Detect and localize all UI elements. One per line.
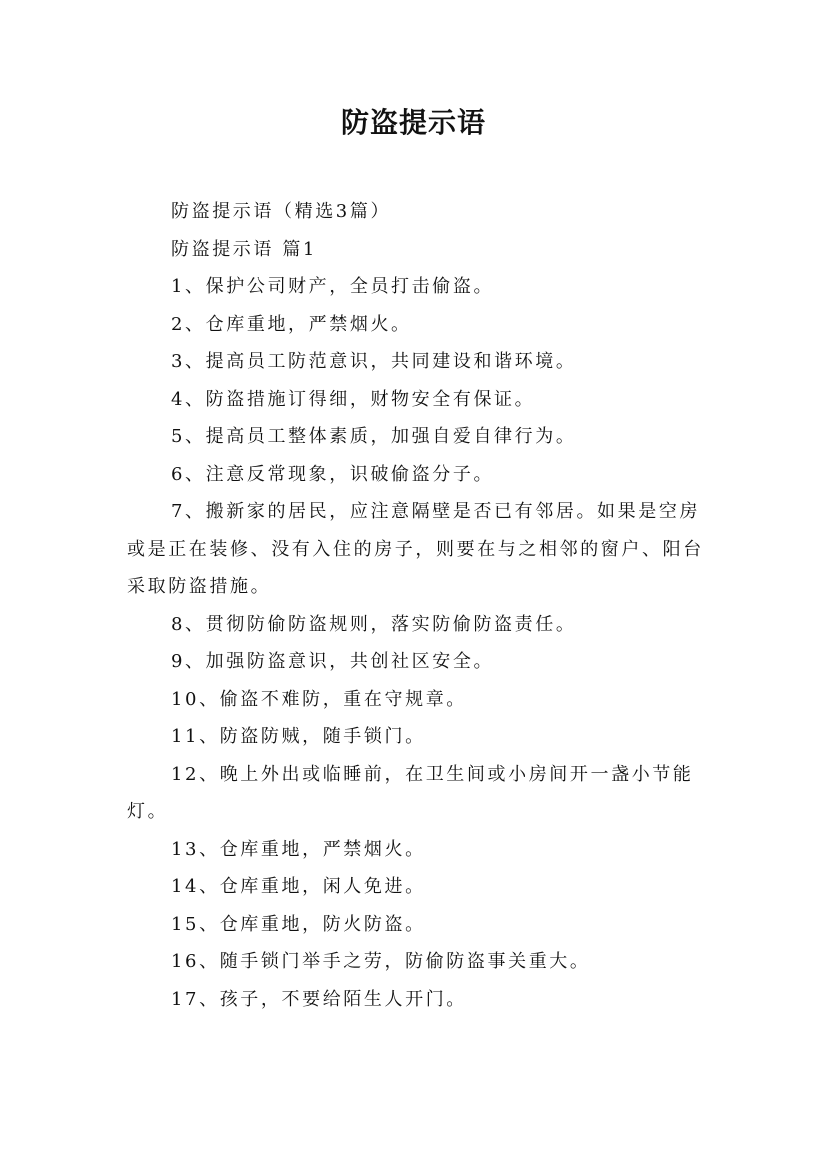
list-item: 6、注意反常现象，识破偷盗分子。 [171,463,495,485]
subtitle-paragraph: 防盗提示语（精选3篇） [171,201,392,222]
list-item: 10、偷盗不难防，重在守规章。 [171,688,467,710]
document-title: 防盗提示语 [340,106,486,139]
list-item: 3、提高员工防范意识，共同建设和谐环境。 [171,351,577,372]
list-item: 8、贯彻防偷防盗规则，落实防偷防盗责任。 [171,613,577,635]
list-item: 9、加强防盗意识，共创社区安全。 [171,651,495,672]
list-item: 11、防盗防贼，随手锁门。 [171,726,426,747]
list-item: 12、晚上外出或临睡前，在卫生间或小房间开一盏小节能灯。 [127,763,694,822]
list-item: 4、防盗措施订得细，财物安全有保证。 [171,388,536,410]
list-item: 5、提高员工整体素质，加强自爱自律行为。 [171,426,577,447]
list-item: 2、仓库重地，严禁烟火。 [171,313,412,335]
list-item: 17、孩子，不要给陌生人开门。 [171,988,467,1010]
list-item: 7、搬新家的居民，应注意隔壁是否已有邻居。如果是空房或是正在装修、没有入住的房子，则要在与之相邻的窗户、阳台采取防盗措施。 [127,501,704,597]
list-item: 15、仓库重地，防火防盗。 [171,913,426,935]
list-item: 14、仓库重地，闲人免进。 [171,876,426,897]
list-item: 13、仓库重地，严禁烟火。 [171,838,426,860]
document-body [127,193,707,1018]
section-heading: 防盗提示语 篇1 [171,238,317,260]
list-item: 1、保护公司财产，全员打击偷盗。 [171,276,495,297]
list-item: 16、随手锁门举手之劳，防偷防盗事关重大。 [171,951,591,972]
